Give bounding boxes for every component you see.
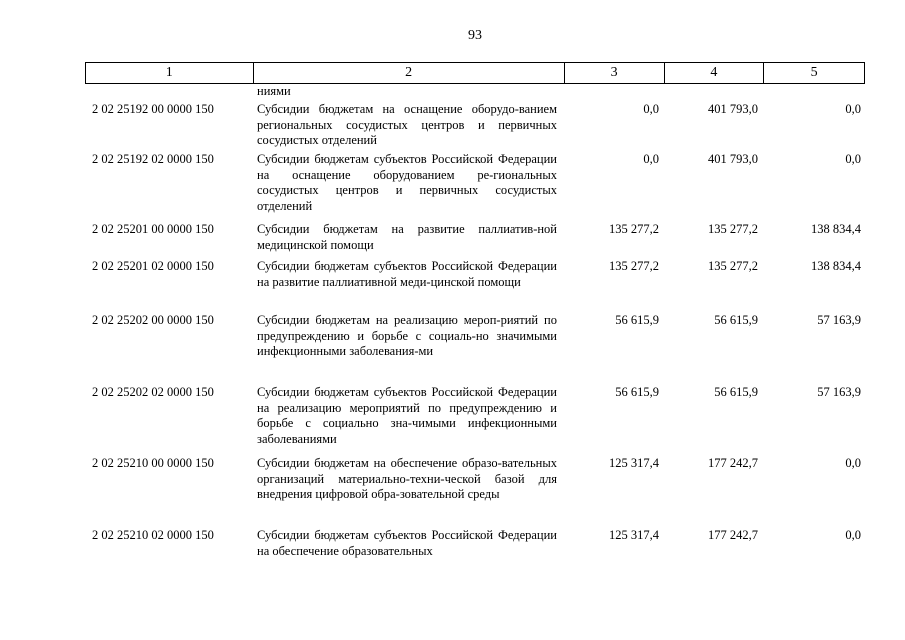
table-row [85, 456, 865, 528]
table-row [85, 259, 865, 313]
row-code: 2 02 25202 02 0000 150 [92, 385, 214, 399]
row-value-col5: 57 163,9 [817, 313, 861, 327]
row-value-col3: 56 615,9 [615, 385, 659, 399]
table-row [85, 102, 865, 152]
row-description: Субсидии бюджетам на развитие паллиатив-ной медицинской помощи [257, 222, 557, 252]
row-value-col5: 0,0 [845, 528, 861, 542]
continuation-text: ниями [257, 84, 291, 98]
row-value-col4: 177 242,7 [708, 528, 758, 542]
header-col-3: 3 [565, 63, 665, 83]
row-value-col4: 135 277,2 [708, 259, 758, 273]
row-value-col3: 56 615,9 [615, 313, 659, 327]
row-description: Субсидии бюджетам субъектов Российской Федерации на развитие паллиативной меди-цинской помощи [257, 259, 557, 289]
row-description: Субсидии бюджетам на реализацию мероп-риятий по предупреждению и борьбе с социаль-но значимыми инфекционными заболевания-ми [257, 313, 557, 358]
row-value-col4: 135 277,2 [708, 222, 758, 236]
row-value-col4: 401 793,0 [708, 102, 758, 116]
table-row [85, 222, 865, 259]
row-value-col5: 0,0 [845, 152, 861, 166]
row-description: Субсидии бюджетам на обеспечение образо-вательных организаций материально-техни-ческой базой для внедрения цифровой обра-зовательной среды [257, 456, 557, 501]
row-description: Субсидии бюджетам субъектов Российской Федерации на реализацию мероприятий по предупреждению и борьбе с социально зна-чимыми инфекционными заболеваниями [257, 385, 557, 446]
row-value-col5: 138 834,4 [811, 222, 861, 236]
row-value-col3: 135 277,2 [609, 259, 659, 273]
row-value-col3: 0,0 [643, 152, 659, 166]
row-description: Субсидии бюджетам субъектов Российской Федерации на обеспечение образовательных [257, 528, 557, 558]
row-code: 2 02 25192 00 0000 150 [92, 102, 214, 116]
header-col-4: 4 [665, 63, 765, 83]
row-value-col4: 177 242,7 [708, 456, 758, 470]
table-row [85, 528, 865, 562]
row-value-col5: 0,0 [845, 102, 861, 116]
row-code: 2 02 25192 02 0000 150 [92, 152, 214, 166]
row-code: 2 02 25201 00 0000 150 [92, 222, 214, 236]
row-code: 2 02 25210 00 0000 150 [92, 456, 214, 470]
table-row [85, 385, 865, 456]
table-body [85, 84, 865, 562]
row-value-col3: 125 317,4 [609, 456, 659, 470]
row-value-col5: 57 163,9 [817, 385, 861, 399]
row-value-col5: 0,0 [845, 456, 861, 470]
page-number: 93 [468, 28, 482, 43]
row-code: 2 02 25201 02 0000 150 [92, 259, 214, 273]
row-value-col3: 125 317,4 [609, 528, 659, 542]
row-code: 2 02 25202 00 0000 150 [92, 313, 214, 327]
row-description: Субсидии бюджетам на оснащение оборудо-ванием региональных сосудистых центров и первичных сосудистых отделений [257, 102, 557, 147]
row-value-col3: 0,0 [643, 102, 659, 116]
row-value-col4: 401 793,0 [708, 152, 758, 166]
header-col-2: 2 [254, 63, 565, 83]
row-value-col4: 56 615,9 [714, 313, 758, 327]
row-value-col4: 56 615,9 [714, 385, 758, 399]
row-value-col3: 135 277,2 [609, 222, 659, 236]
header-col-5: 5 [810, 65, 818, 80]
table-row [85, 152, 865, 222]
header-col-1: 1 [86, 63, 254, 83]
table-row [85, 313, 865, 385]
row-value-col5: 138 834,4 [811, 259, 861, 273]
table-header [85, 62, 865, 84]
row-code: 2 02 25210 02 0000 150 [92, 528, 214, 542]
row-description: Субсидии бюджетам субъектов Российской Федерации на оснащение оборудованием ре-гиональных сосудистых центров и первичных сосудистых отделений [257, 152, 557, 213]
